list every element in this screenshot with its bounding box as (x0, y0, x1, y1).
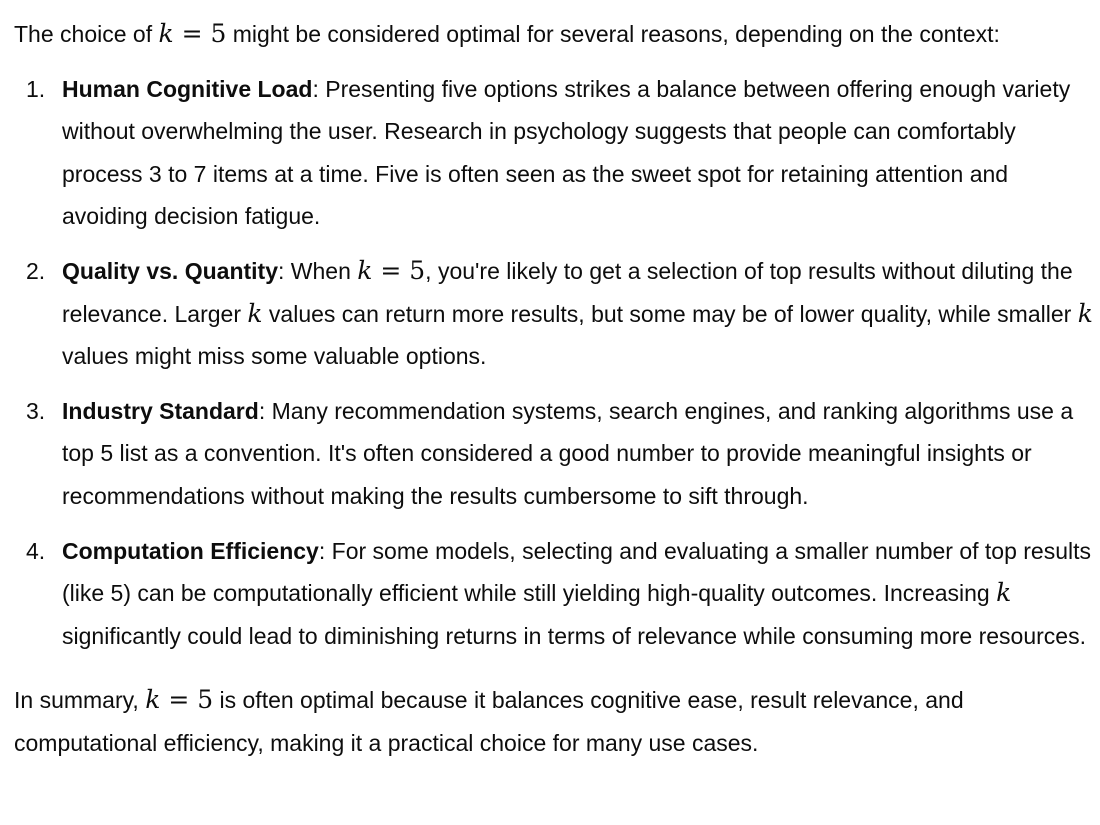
intro-paragraph (14, 13, 1096, 56)
list-item-term: Human Cognitive Load (62, 75, 313, 102)
math-operator: = (160, 685, 198, 715)
math-operator: = (173, 19, 211, 48)
list-item (14, 68, 1096, 238)
list-item-text: values might miss some valuable options. (62, 343, 487, 370)
intro-text-before: The choice of (14, 21, 159, 47)
math-expression (1078, 299, 1093, 328)
list-item-term: Industry Standard (62, 397, 259, 424)
list-item-text: : When (278, 257, 358, 284)
math-number: 5 (197, 685, 214, 715)
list-item-number: 4. (26, 537, 46, 564)
list-item-term: Quality vs. Quantity (62, 257, 278, 284)
list-item-number: 1. (26, 75, 46, 102)
summary-text-before: In summary, (14, 687, 146, 714)
math-expression (158, 19, 226, 48)
list-item-number: 2. (26, 257, 46, 284)
intro-text-after: might be considered optimal for several reasons, depending on the context: (226, 21, 1000, 47)
math-expression (996, 578, 1011, 607)
math-variable: k (357, 255, 373, 285)
summary-text-after: is often optimal because it balances cognitive ease, result relevance, and computational efficiency, making it a practical choice for many use cases. (14, 687, 964, 756)
math-expression (145, 685, 213, 714)
math-variable: k (145, 685, 161, 715)
math-variable: k (158, 19, 174, 48)
list-item (14, 390, 1096, 518)
math-expression (247, 299, 262, 328)
list-item (14, 250, 1096, 378)
list-item-text: values can return more results, but some may be of lower quality, while smaller (262, 300, 1078, 327)
reasons-list (14, 68, 1096, 658)
list-item-text: , you're likely to get a selection of top results without diluting the relevance. Larger (62, 257, 1073, 327)
math-number: 5 (409, 255, 426, 285)
math-variable: k (247, 298, 263, 328)
list-item-number: 3. (26, 397, 46, 424)
math-operator: = (372, 255, 410, 285)
list-item-text: : Many recommendation systems, search engines, and ranking algorithms use a top 5 list as a convention. It's often considered a good number to provide meaningful insights or recommendations without making the results cumbersome to sift through. (62, 397, 1074, 509)
list-item-term: Computation Efficiency (62, 537, 319, 564)
math-variable: k (1077, 298, 1093, 328)
document-body (14, 13, 1096, 765)
summary-paragraph (14, 679, 1096, 764)
list-item (14, 530, 1096, 658)
math-expression (357, 256, 425, 285)
math-variable: k (996, 578, 1012, 608)
list-item-text: significantly could lead to diminishing returns in terms of relevance while consuming more resources. (62, 622, 1086, 649)
list-item-text: : Presenting five options strikes a balance between offering enough variety without overwhelming the user. Research in psychology suggests that people can comfortably process 3 to 7 items at a time. Five is often seen as the sweet spot for retaining attention and avoiding decision fatigue. (62, 75, 1071, 230)
list-item-text: : For some models, selecting and evaluating a smaller number of top results (like 5) can be computationally efficient while still yielding high-quality outcomes. Increasing (62, 537, 1092, 607)
math-number: 5 (210, 19, 227, 48)
